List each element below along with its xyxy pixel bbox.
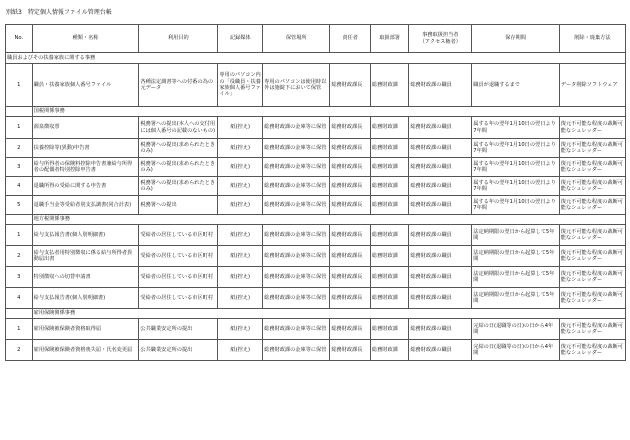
table-row bbox=[6, 139, 626, 158]
cell-manager: 総務財政課長 bbox=[330, 319, 371, 340]
cell-purpose: 各種法定調書等への付番の為の元データ bbox=[139, 64, 218, 107]
cell-retention: 完結の日(退職等の日)の日から4年間 bbox=[472, 340, 560, 361]
cell-purpose: 受給者の居住している市区町村 bbox=[139, 225, 218, 246]
cell-department: 総務財政課 bbox=[370, 225, 408, 246]
cell-department: 総務財政課 bbox=[370, 196, 408, 215]
cell-name: 退職所得の受給に関する申告書 bbox=[32, 177, 139, 196]
cell-no: 3 bbox=[6, 158, 33, 177]
cell-disposal: 復元不可能な程度の裁断可能なシュレッダー bbox=[559, 225, 625, 246]
cell-storage: 総務財政課の金庫等に保管 bbox=[263, 246, 330, 267]
cell-handler: 総務財政課の職員 bbox=[409, 340, 472, 361]
cell-name: 給与所得者の保険料控除申告書兼給与所得者の配偶者特別控除申告書 bbox=[32, 158, 139, 177]
table-row bbox=[6, 117, 626, 139]
cell-empty bbox=[6, 215, 33, 225]
cell-name: 給与支払報告書(個人別明細書) bbox=[32, 288, 139, 309]
table-row bbox=[6, 64, 626, 107]
cell-purpose: 税務署への提出(求められたときのみ) bbox=[139, 177, 218, 196]
cell-purpose: 税務署への提出(求められたときのみ) bbox=[139, 139, 218, 158]
subsection-title: 地方税関係事務 bbox=[32, 215, 625, 225]
cell-name: 給与支払報告書(個人別明細書) bbox=[32, 225, 139, 246]
cell-medium: 専用のパソコン内の「役職員・扶養家族個人番号ファイル」 bbox=[218, 64, 263, 107]
cell-name: 扶養控除等(異動)申告書 bbox=[32, 139, 139, 158]
cell-handler: 総務財政課の職員 bbox=[409, 64, 472, 107]
cell-no: 4 bbox=[6, 177, 33, 196]
cell-no: 2 bbox=[6, 246, 33, 267]
cell-storage: 総務財政課の金庫等に保管 bbox=[263, 319, 330, 340]
cell-medium: 紙(控え) bbox=[218, 288, 263, 309]
cell-department: 総務財政課 bbox=[370, 288, 408, 309]
cell-disposal: 復元不可能な程度の裁断可能なシュレッダー bbox=[559, 139, 625, 158]
cell-manager: 総務財政課長 bbox=[330, 158, 371, 177]
cell-handler: 総務財政課の職員 bbox=[409, 139, 472, 158]
cell-storage: 総務財政課の金庫等に保管 bbox=[263, 177, 330, 196]
cell-disposal: 復元不可能な程度の裁断可能なシュレッダー bbox=[559, 267, 625, 288]
cell-medium: 紙(控え) bbox=[218, 225, 263, 246]
cell-medium: 紙(控え) bbox=[218, 139, 263, 158]
cell-storage: 総務財政課の金庫等に保管 bbox=[263, 267, 330, 288]
cell-purpose: 公共職業安定所の提出 bbox=[139, 319, 218, 340]
cell-storage: 総務財政課の金庫等に保管 bbox=[263, 288, 330, 309]
cell-retention: 法定納期限の翌日から起算して5年間 bbox=[472, 288, 560, 309]
table-row bbox=[6, 319, 626, 340]
cell-retention: 属する年の翌年1月10日の翌日より7年間 bbox=[472, 196, 560, 215]
cell-retention: 属する年の翌年1月10日の翌日より7年間 bbox=[472, 139, 560, 158]
cell-purpose: 受給者の居住している市区町村 bbox=[139, 288, 218, 309]
cell-name: 職員・扶養家族個人番号ファイル bbox=[32, 64, 139, 107]
cell-manager: 総務財政課長 bbox=[330, 177, 371, 196]
cell-manager: 総務財政課長 bbox=[330, 288, 371, 309]
cell-department: 総務財政課 bbox=[370, 64, 408, 107]
subsection-row bbox=[6, 215, 626, 225]
header-purpose: 利用目的 bbox=[139, 25, 218, 53]
cell-handler: 総務財政課の職員 bbox=[409, 288, 472, 309]
cell-retention: 属する年の翌年1月10日の翌日より7年間 bbox=[472, 158, 560, 177]
header-type-name: 種類・名称 bbox=[32, 25, 139, 53]
cell-handler: 総務財政課の職員 bbox=[409, 177, 472, 196]
cell-no: 1 bbox=[6, 64, 33, 107]
cell-department: 総務財政課 bbox=[370, 340, 408, 361]
cell-handler: 総務財政課の職員 bbox=[409, 246, 472, 267]
cell-handler: 総務財政課の職員 bbox=[409, 319, 472, 340]
section-row bbox=[6, 53, 626, 64]
document-title: 別紙3 特定個人情報ファイル管理台帳 bbox=[6, 9, 112, 16]
cell-name: 雇用保険被保険者資格取得届 bbox=[32, 319, 139, 340]
cell-disposal: 復元不可能な程度の裁断可能なシュレッダー bbox=[559, 177, 625, 196]
cell-name: 雇用保険被保険者資格喪失届・氏名変更届 bbox=[32, 340, 139, 361]
cell-purpose: 税務署への提出(求められたときのみ) bbox=[139, 158, 218, 177]
cell-department: 総務財政課 bbox=[370, 177, 408, 196]
table-row bbox=[6, 340, 626, 361]
subsection-row bbox=[6, 309, 626, 319]
cell-disposal: 復元不可能な程度の裁断可能なシュレッダー bbox=[559, 246, 625, 267]
table-row bbox=[6, 158, 626, 177]
subsection-row bbox=[6, 107, 626, 117]
cell-retention: 法定納期限の翌日から起算して5年間 bbox=[472, 267, 560, 288]
table-row bbox=[6, 288, 626, 309]
cell-medium: 紙(控え) bbox=[218, 196, 263, 215]
cell-handler: 総務財政課の職員 bbox=[409, 225, 472, 246]
cell-manager: 総務財政課長 bbox=[330, 267, 371, 288]
header-handler: 事務取扱担当者 （アクセス権者） bbox=[409, 25, 472, 53]
table-row bbox=[6, 246, 626, 267]
cell-handler: 総務財政課の職員 bbox=[409, 196, 472, 215]
cell-no: 1 bbox=[6, 117, 33, 139]
cell-retention: 職員が退職するまで bbox=[472, 64, 560, 107]
cell-medium: 紙(控え) bbox=[218, 267, 263, 288]
cell-manager: 総務財政課長 bbox=[330, 246, 371, 267]
cell-department: 総務財政課 bbox=[370, 139, 408, 158]
cell-disposal: 復元不可能な程度の裁断可能なシュレッダー bbox=[559, 117, 625, 139]
cell-name: 特別徴収への切替申請書 bbox=[32, 267, 139, 288]
cell-department: 総務財政課 bbox=[370, 246, 408, 267]
cell-disposal: 復元不可能な程度の裁断可能なシュレッダー bbox=[559, 196, 625, 215]
cell-storage: 専用のパソコンは使用時以外は施錠下において保管 bbox=[263, 64, 330, 107]
cell-manager: 総務財政課長 bbox=[330, 196, 371, 215]
cell-department: 総務財政課 bbox=[370, 158, 408, 177]
cell-medium: 紙(控え) bbox=[218, 158, 263, 177]
cell-no: 1 bbox=[6, 319, 33, 340]
header-storage: 保管場所 bbox=[263, 25, 330, 53]
table-row bbox=[6, 267, 626, 288]
cell-handler: 総務財政課の職員 bbox=[409, 117, 472, 139]
cell-medium: 紙(控え) bbox=[218, 319, 263, 340]
cell-no: 3 bbox=[6, 267, 33, 288]
subsection-title: 雇用保険関係事務 bbox=[32, 309, 625, 319]
cell-purpose: 税務署への提出(本人への交付用には個人番号の記載のないもの) bbox=[139, 117, 218, 139]
cell-no: 5 bbox=[6, 196, 33, 215]
cell-no: 2 bbox=[6, 139, 33, 158]
cell-manager: 総務財政課長 bbox=[330, 64, 371, 107]
header-department: 取扱部署 bbox=[370, 25, 408, 53]
cell-no: 2 bbox=[6, 340, 33, 361]
cell-medium: 紙(控え) bbox=[218, 340, 263, 361]
cell-empty bbox=[6, 309, 33, 319]
cell-handler: 総務財政課の職員 bbox=[409, 267, 472, 288]
cell-department: 総務財政課 bbox=[370, 267, 408, 288]
header-no: No. bbox=[6, 25, 33, 53]
cell-manager: 総務財政課長 bbox=[330, 225, 371, 246]
table-row bbox=[6, 196, 626, 215]
header-retention: 保存期間 bbox=[472, 25, 560, 53]
cell-storage: 総務財政課の金庫等に保管 bbox=[263, 225, 330, 246]
table-row bbox=[6, 225, 626, 246]
cell-manager: 総務財政課長 bbox=[330, 117, 371, 139]
cell-storage: 総務財政課の金庫等に保管 bbox=[263, 196, 330, 215]
cell-purpose: 公共職業安定所の提出 bbox=[139, 340, 218, 361]
cell-disposal: 復元不可能な程度の裁断可能なシュレッダー bbox=[559, 319, 625, 340]
cell-storage: 総務財政課の金庫等に保管 bbox=[263, 158, 330, 177]
cell-handler: 総務財政課の職員 bbox=[409, 158, 472, 177]
cell-empty bbox=[6, 107, 33, 117]
cell-manager: 総務財政課長 bbox=[330, 340, 371, 361]
subsection-title: 国税関係事務 bbox=[32, 107, 625, 117]
cell-retention: 属する年の翌年1月10日の翌日より7年間 bbox=[472, 177, 560, 196]
cell-medium: 紙(控え) bbox=[218, 177, 263, 196]
cell-department: 総務財政課 bbox=[370, 319, 408, 340]
header-row bbox=[6, 25, 626, 53]
cell-purpose: 税務署への提出 bbox=[139, 196, 218, 215]
header-medium: 記録媒体 bbox=[218, 25, 263, 53]
cell-purpose: 受給者の居住している市区町村 bbox=[139, 246, 218, 267]
cell-department: 総務財政課 bbox=[370, 117, 408, 139]
cell-medium: 紙(控え) bbox=[218, 246, 263, 267]
cell-storage: 総務財政課の金庫等に保管 bbox=[263, 340, 330, 361]
cell-retention: 完結の日(退職等の日)の日から4年間 bbox=[472, 319, 560, 340]
section-title: 職員およびその扶養家族に関する事務 bbox=[6, 53, 626, 64]
header-disposal: 削除・廃棄方法 bbox=[559, 25, 625, 53]
cell-disposal: データ削除ソフトウェア bbox=[559, 64, 625, 107]
cell-name: 給与支払者用特別徴収に係る給与所得者異動届出書 bbox=[32, 246, 139, 267]
header-manager: 責任者 bbox=[330, 25, 371, 53]
cell-no: 1 bbox=[6, 225, 33, 246]
cell-name: 退職手当金等受給者別支払調書(同合計表) bbox=[32, 196, 139, 215]
cell-purpose: 受給者の居住している市区町村 bbox=[139, 267, 218, 288]
cell-storage: 総務財政課の金庫等に保管 bbox=[263, 139, 330, 158]
cell-disposal: 復元不可能な程度の裁断可能なシュレッダー bbox=[559, 158, 625, 177]
cell-retention: 法定納期限の翌日から起算して5年間 bbox=[472, 246, 560, 267]
cell-retention: 属する年の翌年1月10日の翌日より7年間 bbox=[472, 117, 560, 139]
cell-no: 4 bbox=[6, 288, 33, 309]
cell-disposal: 復元不可能な程度の裁断可能なシュレッダー bbox=[559, 340, 625, 361]
cell-manager: 総務財政課長 bbox=[330, 139, 371, 158]
cell-storage: 総務財政課の金庫等に保管 bbox=[263, 117, 330, 139]
cell-retention: 法定納期限の翌日から起算して5年間 bbox=[472, 225, 560, 246]
cell-name: 源泉徴収票 bbox=[32, 117, 139, 139]
ledger-table bbox=[5, 24, 626, 361]
cell-medium: 紙(控え) bbox=[218, 117, 263, 139]
table-row bbox=[6, 177, 626, 196]
cell-disposal: 復元不可能な程度の裁断可能なシュレッダー bbox=[559, 288, 625, 309]
